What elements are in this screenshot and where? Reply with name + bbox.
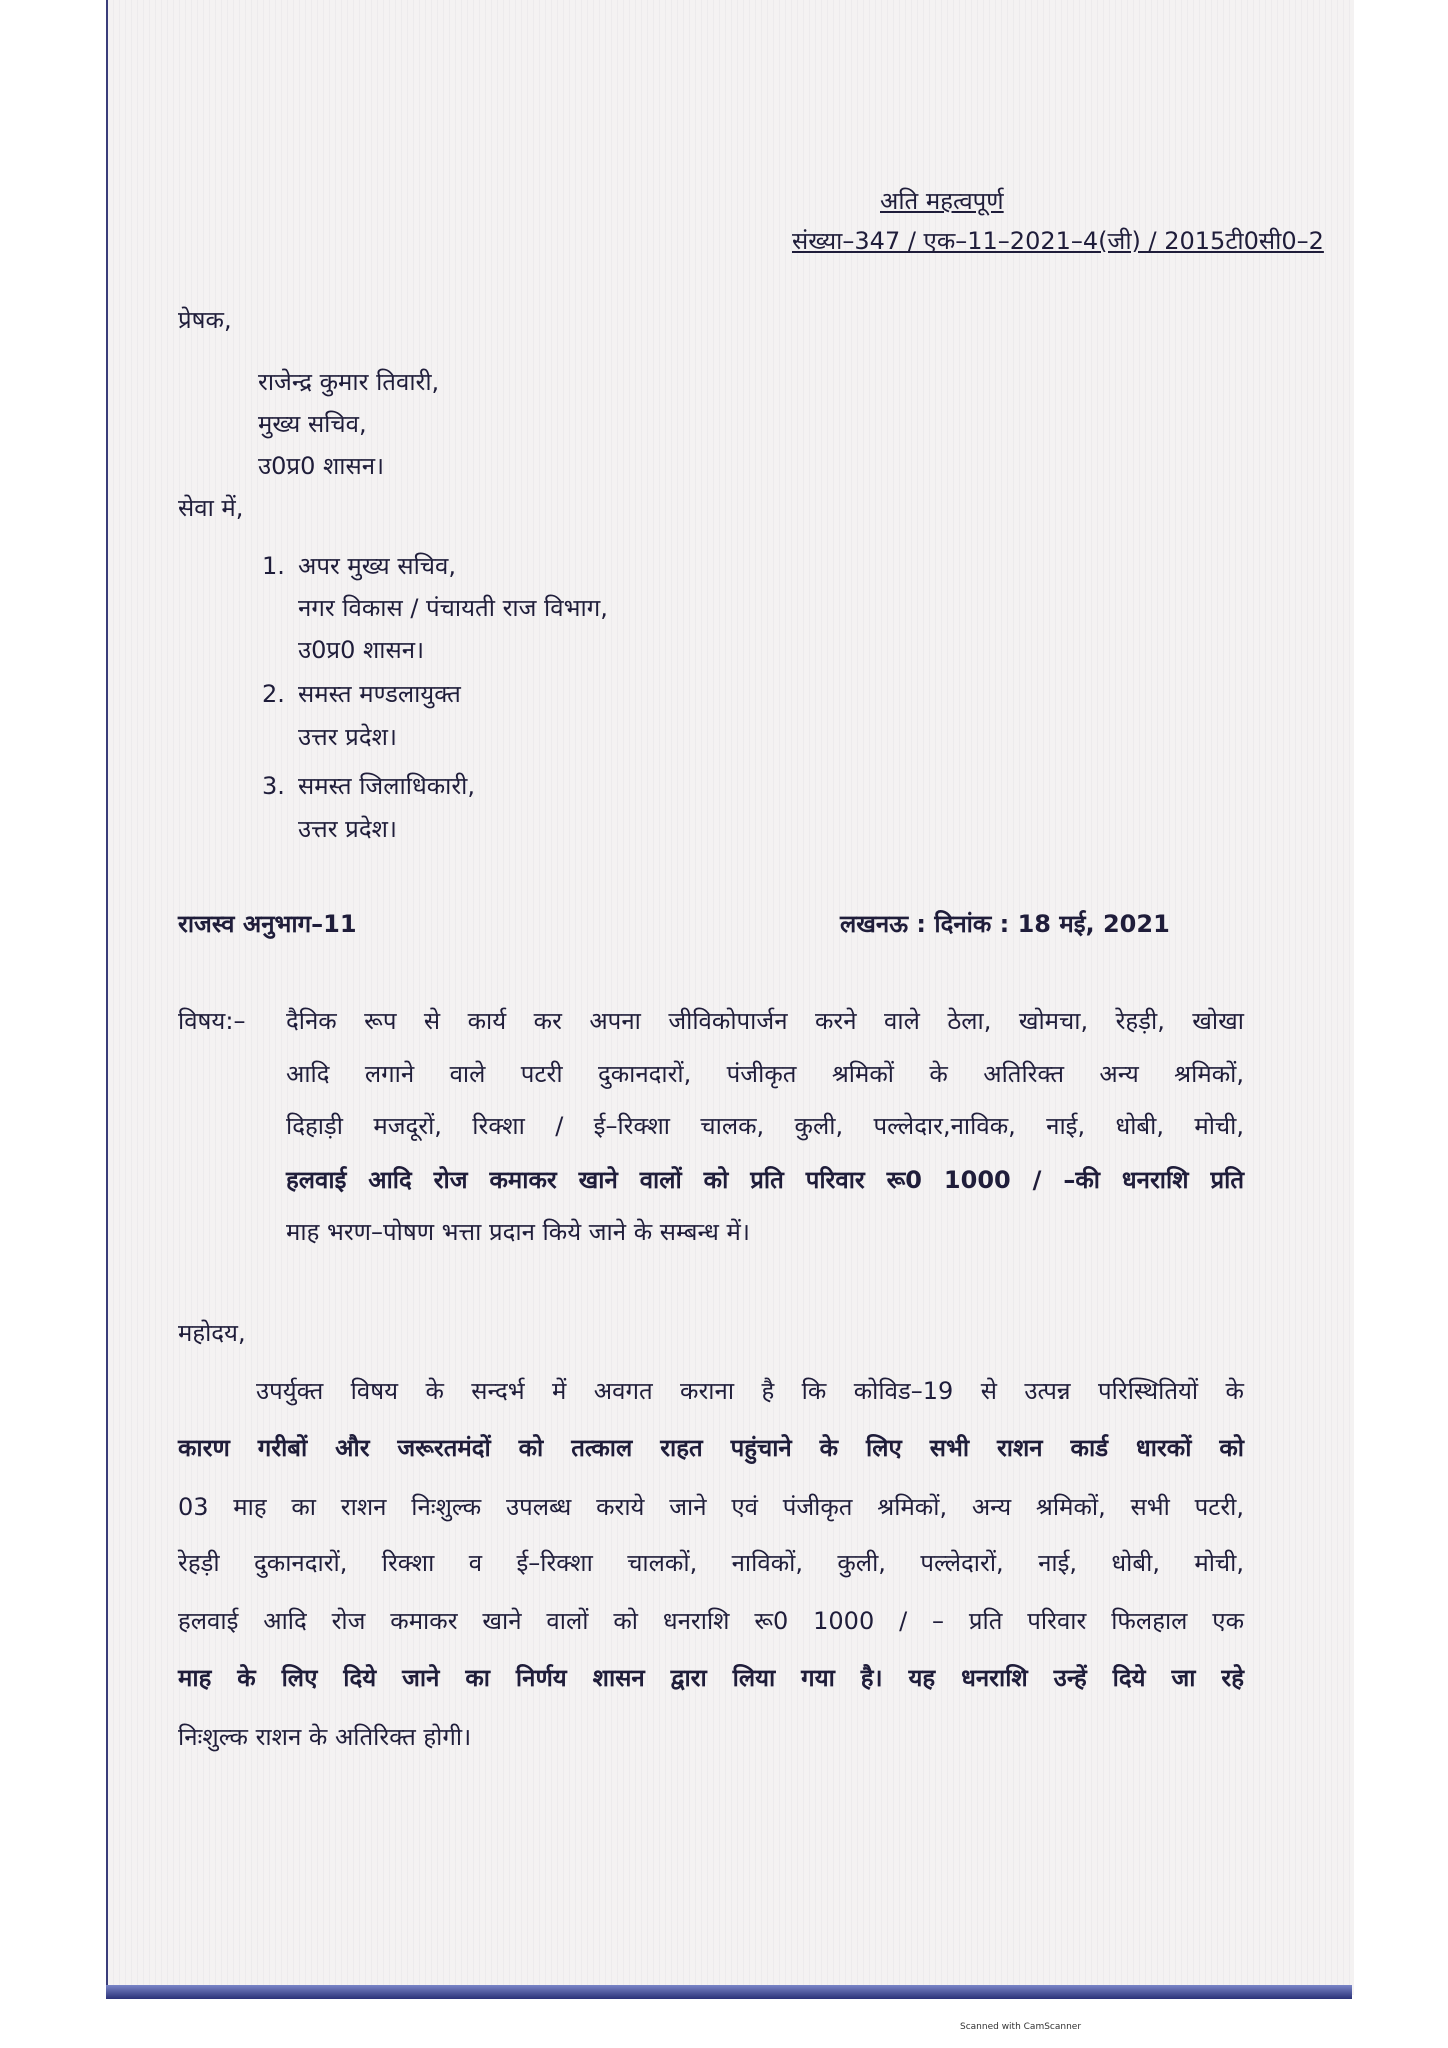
- recipient-line: अपर मुख्य सचिव,: [298, 552, 457, 580]
- recipient-number: 2.: [262, 680, 285, 708]
- recipient-line: उत्तर प्रदेश।: [298, 723, 397, 751]
- sender-designation: मुख्य सचिव,: [258, 410, 367, 438]
- body-line: उपर्युक्त विषय के सन्दर्भ में अवगत कराना है कि कोविड–19 से उत्पन्न परिस्थितियों के: [256, 1377, 1244, 1405]
- subject-line: हलवाई आदि रोज कमाकर खाने वालों को प्रति परिवार रू0 1000 / –की धनराशि प्रति: [286, 1166, 1244, 1194]
- recipient-line: समस्त मण्डलायुक्त: [298, 680, 461, 708]
- subject-line: माह भरण–पोषण भत्ता प्रदान किये जाने के सम्बन्ध में।: [286, 1218, 750, 1246]
- subject-label: विषय:–: [178, 1007, 246, 1035]
- sender-name: राजेन्द्र कुमार तिवारी,: [258, 368, 440, 396]
- scanner-watermark: Scanned with CamScanner: [960, 2022, 1082, 2032]
- recipient-line: समस्त जिलाधिकारी,: [298, 772, 476, 800]
- recipients-label: सेवा में,: [178, 494, 244, 522]
- reference-number: संख्या–347 / एक–11–2021–4(जी) / 2015टी0सी0–2: [792, 227, 1324, 255]
- section-label: राजस्व अनुभाग–11: [178, 910, 357, 938]
- priority-label: अति महत्वपूर्ण: [880, 187, 1004, 215]
- body-line: हलवाई आदि रोज कमाकर खाने वालों को धनराशि रू0 1000 / – प्रति परिवार फिलहाल एक: [178, 1607, 1244, 1635]
- sender-office: उ0प्र0 शासन।: [258, 452, 385, 480]
- document-page: [106, 0, 1354, 1995]
- subject-line: दैनिक रूप से कार्य कर अपना जीविकोपार्जन करने वाले ठेला, खोमचा, रेहड़ी, खोखा: [286, 1007, 1244, 1035]
- recipient-line: उत्तर प्रदेश।: [298, 815, 397, 843]
- body-line: कारण गरीबों और जरूरतमंदों को तत्काल राहत पहुंचाने के लिए सभी राशन कार्ड धारकों को: [178, 1434, 1244, 1462]
- sender-label: प्रेषक,: [178, 306, 232, 334]
- body-line: 03 माह का राशन निःशुल्क उपलब्ध कराये जाने एवं पंजीकृत श्रमिकों, अन्य श्रमिकों, सभी पटरी,: [178, 1493, 1244, 1521]
- subject-line: आदि लगाने वाले पटरी दुकानदारों, पंजीकृत श्रमिकों के अतिरिक्त अन्य श्रमिकों,: [286, 1060, 1244, 1088]
- recipient-line: नगर विकास / पंचायती राज विभाग,: [298, 594, 608, 622]
- body-line: निःशुल्क राशन के अतिरिक्त होगी।: [178, 1723, 472, 1751]
- place-date: लखनऊ : दिनांक : 18 मई, 2021: [840, 910, 1170, 938]
- recipient-number: 3.: [262, 772, 285, 800]
- salutation: महोदय,: [178, 1319, 246, 1347]
- scan-edge: [106, 1985, 1352, 1999]
- recipient-line: उ0प्र0 शासन।: [298, 636, 425, 664]
- recipient-number: 1.: [262, 552, 285, 580]
- body-line: रेहड़ी दुकानदारों, रिक्शा व ई–रिक्शा चालकों, नाविकों, कुली, पल्लेदारों, नाई, धोबी, मोची,: [178, 1549, 1244, 1577]
- subject-line: दिहाड़ी मजदूरों, रिक्शा / ई–रिक्शा चालक, कुली, पल्लेदार,नाविक, नाई, धोबी, मोची,: [286, 1112, 1244, 1140]
- body-line: माह के लिए दिये जाने का निर्णय शासन द्वारा लिया गया है। यह धनराशि उन्हें दिये जा रहे: [178, 1664, 1244, 1692]
